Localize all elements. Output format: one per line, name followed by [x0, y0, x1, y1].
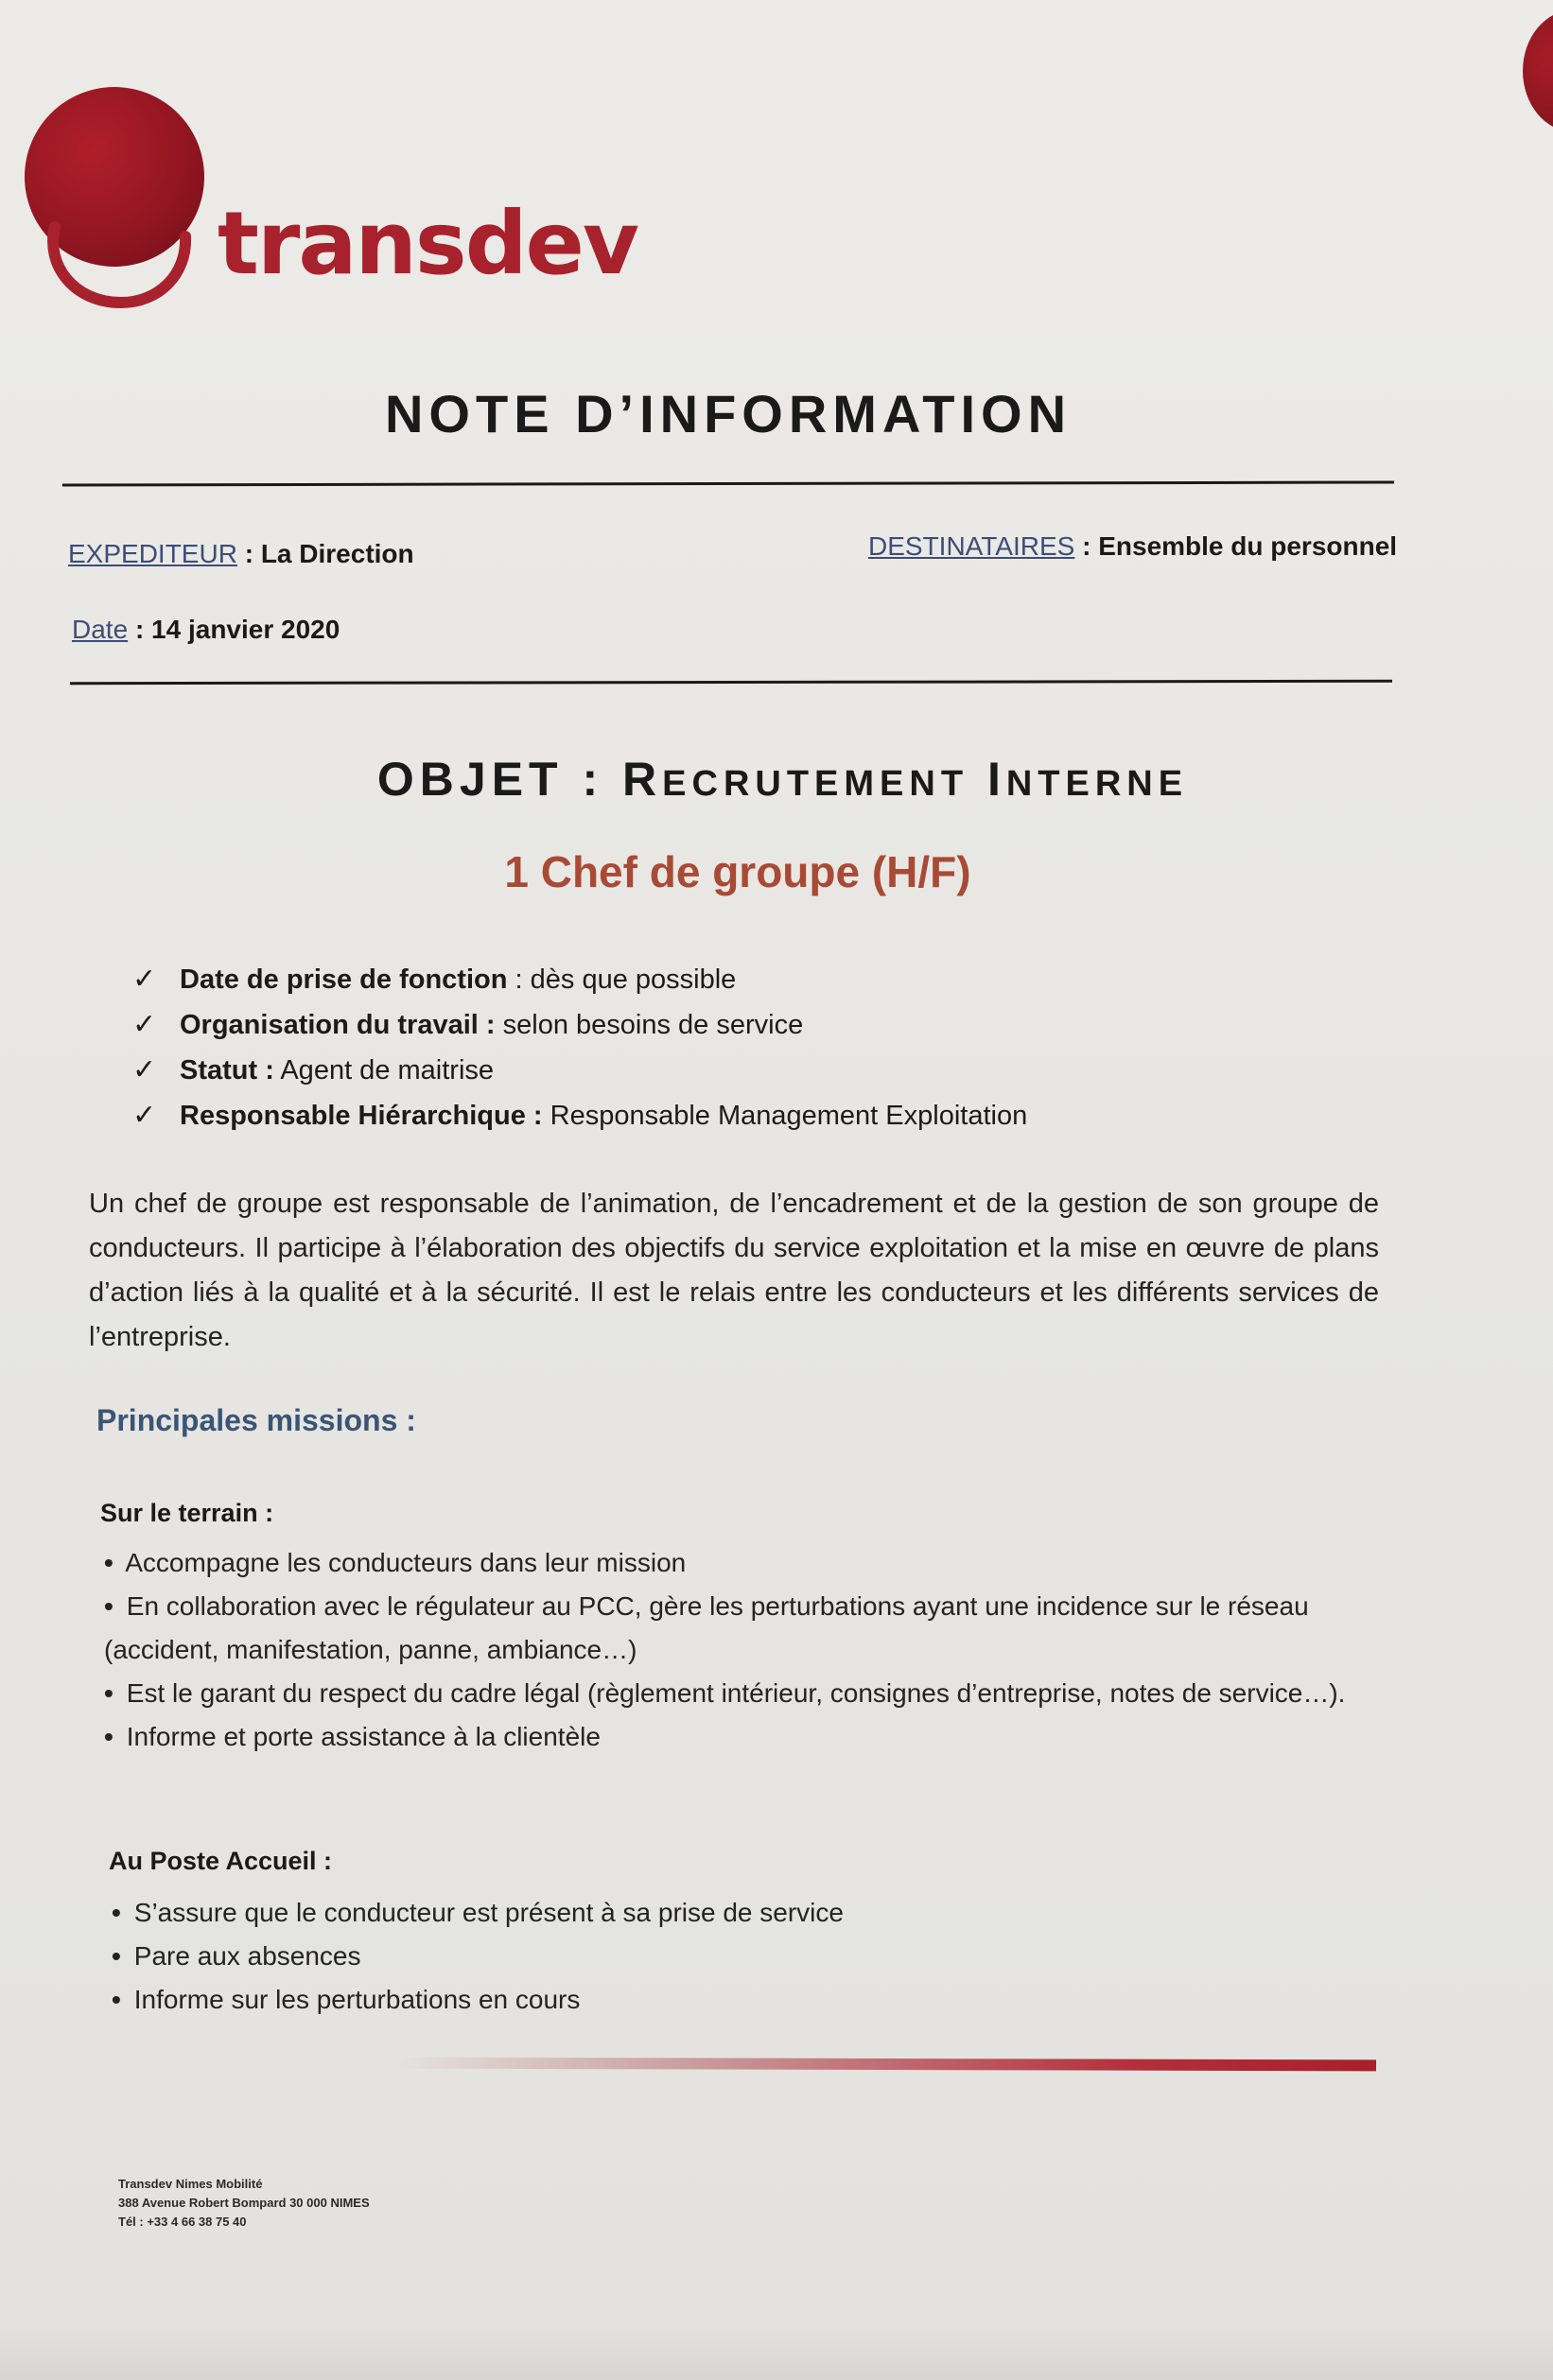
mission-item: [104, 1585, 1383, 1672]
brand-logo-text: transdev: [218, 193, 637, 294]
mission-text: S’assure que le conducteur est présent à sa prise de service: [133, 1898, 844, 1927]
detail-value: Agent de maitrise: [280, 1055, 495, 1086]
magnet-right: [1523, 9, 1553, 132]
detail-key: Statut :: [180, 1055, 274, 1086]
footer-address: [118, 2175, 370, 2232]
detail-sep: [496, 1010, 503, 1040]
destinataires-line: DESTINATAIRES : Ensemble du personnel: [868, 531, 1398, 561]
position-detail-item: [132, 1002, 1027, 1048]
destinataires-value: Ensemble du personnel: [1098, 531, 1398, 561]
check-icon: ✓: [132, 1054, 157, 1086]
detail-value: selon besoins de service: [502, 1010, 804, 1040]
detail-value: Responsable Management Exploitation: [550, 1101, 1028, 1131]
objet-label: OBJET :: [376, 753, 604, 806]
footer-street: 388 Avenue Robert Bompard 30 000 NIMES: [118, 2196, 370, 2210]
mission-item: [104, 1541, 1383, 1585]
destinataires-label: DESTINATAIRES: [868, 531, 1075, 561]
detail-key: Date de prise de fonction: [180, 964, 508, 995]
bullet-icon: •: [112, 1985, 121, 2014]
position-details-list: [132, 957, 1027, 1138]
check-icon: ✓: [132, 1100, 157, 1131]
expediteur-label: EXPEDITEUR: [68, 539, 237, 568]
expediteur-line: EXPEDITEUR : La Direction: [68, 539, 414, 568]
mission-text: Informe et porte assistance à la clientèle: [126, 1722, 601, 1751]
document-title: NOTE D’INFORMATION: [384, 384, 1073, 443]
objet-heading: OBJET : RECRUTEMENT INTERNE: [376, 753, 1189, 806]
date-label: Date: [72, 615, 129, 644]
bullet-icon: •: [104, 1548, 113, 1577]
check-icon: ✓: [132, 1009, 157, 1040]
detail-value: dès que possible: [530, 964, 737, 995]
role-description: Un chef de groupe est responsable de l’animation, de l’encadrement et de la gestion de son groupe de conducteurs. Il participe à l’élaboration des objectifs du service exploitation et la mise en œuvre de plans d’action liés à la qualité et à la sécurité. Il est le relais entre les conducteurs et les différents services de l’entreprise.: [89, 1189, 1379, 1352]
bullet-icon: •: [104, 1722, 113, 1751]
mission-item: [112, 1978, 1247, 2022]
bullet-icon: •: [104, 1591, 113, 1621]
expediteur-value: La Direction: [260, 539, 414, 568]
mission-text: Pare aux absences: [133, 1941, 361, 1971]
detail-key: Responsable Hiérarchique :: [180, 1101, 543, 1131]
mission-item: [104, 1672, 1383, 1715]
detail-sep: :: [507, 964, 531, 995]
bullet-icon: •: [104, 1678, 113, 1708]
accueil-missions-list: [112, 1891, 1247, 2022]
mission-text: Est le garant du respect du cadre légal (règlement intérieur, consignes d’entreprise, notes de service…).: [126, 1678, 1346, 1708]
detail-sep: [543, 1101, 550, 1131]
mission-text: En collaboration avec le régulateur au PCC, gère les perturbations ayant une incidence sur le réseau (accident, manifestation, panne, ambiance…): [104, 1591, 1309, 1664]
mission-text: Informe sur les perturbations en cours: [133, 1985, 581, 2014]
position-detail-item: [132, 957, 1027, 1002]
transdev-logo-icon: [45, 208, 197, 321]
bullet-icon: •: [112, 1941, 121, 1971]
mission-item: [112, 1935, 1247, 1978]
date-line: Date : 14 janvier 2020: [72, 615, 340, 644]
date-value: 14 janvier 2020: [151, 615, 340, 644]
mission-text: Accompagne les conducteurs dans leur mission: [125, 1548, 687, 1577]
missions-title: Principales missions :: [96, 1403, 416, 1437]
mission-item: [112, 1891, 1247, 1935]
terrain-subtitle: Sur le terrain :: [100, 1499, 274, 1527]
terrain-missions-list: [104, 1541, 1383, 1759]
footer-rule: [397, 2058, 1376, 2072]
position-title: 1 Chef de groupe (H/F): [504, 847, 971, 896]
detail-key: Organisation du travail :: [180, 1010, 496, 1040]
position-detail-item: [132, 1093, 1027, 1138]
footer-company: Transdev Nimes Mobilité: [118, 2177, 263, 2191]
title-rule: [62, 481, 1394, 487]
check-icon: ✓: [132, 964, 157, 995]
accueil-subtitle: Au Poste Accueil :: [109, 1847, 333, 1875]
meta-rule: [70, 680, 1392, 685]
mission-item: [104, 1715, 1383, 1759]
paper-shadow: [0, 2323, 1553, 2380]
bullet-icon: •: [112, 1898, 121, 1927]
footer-phone: Tél : +33 4 66 38 75 40: [118, 2215, 247, 2229]
position-detail-item: [132, 1048, 1027, 1093]
